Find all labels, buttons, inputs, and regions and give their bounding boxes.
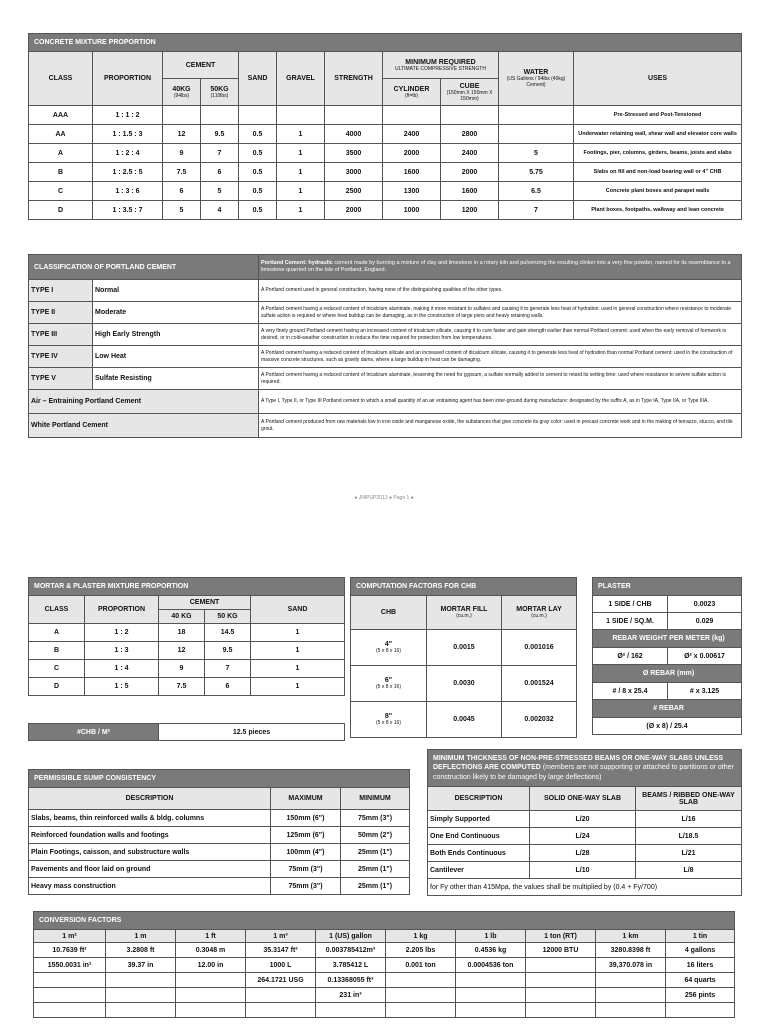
table-cell: 2000 [383,144,441,163]
table-cell: 1 [251,660,345,678]
table-row [29,125,742,144]
uses-cell: Pre-Stressed and Post-Tensioned [574,106,742,125]
table-cell: 0.5 [239,163,277,182]
table-row [34,943,735,958]
rebar-weight-title: REBAR WEIGHT PER METER (kg) [593,630,742,648]
table-cell: 1 [277,125,325,144]
thickness-title: MINIMUM THICKNESS OF NON-PRE-STRESSED BEAMS OR ONE-WAY SLABS UNLESS DEFLECTIONS ARE COMPUTED (members are not supporting or attached to partitions or other construction likely to be damaged by large deflections) [428,750,742,787]
thickness-solid: L/24 [530,828,636,845]
table-cell: 1 [277,182,325,201]
chb-title: COMPUTATION FACTORS FOR CHB [351,578,577,596]
table-row [29,324,742,346]
table-cell [277,106,325,125]
table-cell: 9 [159,660,205,678]
plaster-table [592,577,742,735]
conversion-header: 1 m² [34,930,106,943]
table-cell: 1 : 1 : 2 [93,106,163,125]
conversion-cell [246,988,316,1003]
conversion-cell: 0.0004536 ton [456,958,526,973]
cement-type-name: Low Heat [93,346,259,368]
col-cube: CUBE (150mm X 150mm X 150mm) [441,79,499,106]
conversion-cell: 1550.0031 in² [34,958,106,973]
table-cell: 18 [159,624,205,642]
table-row [29,861,410,878]
mortar-col-proportion: PROPORTION [85,596,159,624]
conversion-cell [596,973,666,988]
rebar-num-title: # REBAR [593,700,742,718]
chb-per-sqm-table [28,723,345,741]
slump-max: 75mm (3") [271,861,341,878]
portland-definition: Portland Cement: hydraulic cement made by burning a mixture of clay and limestone in a rotary kiln and pulverizing the resulting clinker into a very fine powder, named for its resemblance to a limestone quarried on the Isle of Portland, England. [259,255,742,280]
table-row [29,844,410,861]
plaster-row: 1 SIDE / CHB [593,596,668,613]
table-row [29,280,742,302]
cement-type: TYPE V [29,368,93,390]
conversion-cell [386,1003,456,1018]
conversion-cell [526,958,596,973]
table-cell: 6 [201,163,239,182]
conversion-cell: 2.205 lbs [386,943,456,958]
table-cell: 1 [251,624,345,642]
conversion-cell [246,1003,316,1018]
conversion-cell: 256 pints [666,988,735,1003]
col-class: CLASS [29,52,93,106]
slump-desc: Slabs, beams, thin reinforced walls & bldg. columns [29,810,271,827]
table-row [351,630,577,666]
slump-max: 75mm (3") [271,878,341,895]
table-cell: 0.5 [239,182,277,201]
chb-col-fill: MORTAR FILL (cu.m.) [427,596,502,630]
air-entraining-desc: A Type I, Type II, or Type III Portland cement to which a small quantity of an air entraining agent has been inter-ground during manufacture: designated by the suffix A, as in Type IA, Type IIA, or Type IIIA. [259,390,742,414]
slump-max: 150mm (6") [271,810,341,827]
thickness-solid: L/10 [530,862,636,879]
table-cell: 1 : 3 [85,642,159,660]
rebar-mm-title: Ø REBAR (mm) [593,665,742,683]
conversion-header: 1 ft [176,930,246,943]
uses-cell: Plant boxes, footpaths, walkway and lean concrete [574,201,742,220]
plaster-title: PLASTER [593,578,742,596]
table-cell: 5 [499,144,574,163]
conversion-cell: 10.7639 ft² [34,943,106,958]
table-row [34,973,735,988]
thickness-col-solid: SOLID ONE-WAY SLAB [530,787,636,811]
table-cell: 0.5 [239,125,277,144]
table-row [351,702,577,738]
uses-cell: Footings, pier, columns, girders, beams, joists and slabs [574,144,742,163]
concrete-title: CONCRETE MIXTURE PROPORTION [29,34,742,52]
table-row [29,163,742,182]
table-cell: 1 : 1.5 : 3 [93,125,163,144]
table-row [29,346,742,368]
col-uses: USES [574,52,742,106]
slump-col-desc: DESCRIPTION [29,788,271,810]
table-cell [441,106,499,125]
conversion-cell: 39,370.078 in [596,958,666,973]
mortar-col-sand: SAND [251,596,345,624]
table-row [29,878,410,895]
table-row [34,1003,735,1018]
conversion-cell: 231 in³ [316,988,386,1003]
slump-min: 25mm (1") [341,861,410,878]
chb-size: 6" (5 x 8 x 16) [351,666,427,702]
table-cell: A [29,144,93,163]
thickness-desc: Cantilever [428,862,530,879]
conversion-cell: 12000 BTU [526,943,596,958]
table-cell: 12 [163,125,201,144]
conversion-cell: 0.3048 m [176,943,246,958]
conversion-cell: 39.37 in [106,958,176,973]
table-cell: 7 [499,201,574,220]
table-cell: 1200 [441,201,499,220]
table-cell: B [29,642,85,660]
thickness-beams: L/18.5 [636,828,742,845]
cement-type-name: Sulfate Resisting [93,368,259,390]
conversion-cell: 4 gallons [666,943,735,958]
white-portland-label: White Portland Cement [29,414,259,438]
chb-size: 8" (5 x 8 x 16) [351,702,427,738]
conversion-cell: 264.1721 USG [246,973,316,988]
table-cell: 2000 [441,163,499,182]
conversion-cell: 0.4536 kg [456,943,526,958]
table-row [29,678,345,696]
table-cell: 5 [163,201,201,220]
conversion-cell [34,988,106,1003]
table-cell: D [29,678,85,696]
table-cell: 1 : 2.5 : 5 [93,163,163,182]
conversion-header: 1 m [106,930,176,943]
table-cell [499,125,574,144]
conversion-cell [176,973,246,988]
rebar-mm-formula: # x 3.125 [668,683,742,700]
thickness-beams: L/8 [636,862,742,879]
thickness-solid: L/28 [530,845,636,862]
col-min-required: MINIMUM REQUIRED ULTIMATE COMPRESSIVE STRENGTH [383,52,499,79]
mortar-col-50: 50 KG [205,610,251,624]
slump-col-max: MAXIMUM [271,788,341,810]
table-cell: 1 : 2 : 4 [93,144,163,163]
thickness-desc: Both Ends Continuous [428,845,530,862]
plaster-value: 0.0023 [668,596,742,613]
conversion-cell: 3280.8398 ft [596,943,666,958]
conversion-cell [456,1003,526,1018]
table-cell: 5.75 [499,163,574,182]
conversion-cell [666,1003,735,1018]
conversion-cell [316,1003,386,1018]
table-row [428,811,742,828]
table-cell: 1 [277,144,325,163]
conversion-cell: 35.3147 ft³ [246,943,316,958]
table-cell: 14.5 [205,624,251,642]
chb-col-chb: CHB [351,596,427,630]
uses-cell: Underwater retaining wall, shear wall and elevator core walls [574,125,742,144]
conversion-cell [176,988,246,1003]
table-cell: AA [29,125,93,144]
slump-title: PERMISSIBLE SUMP CONSISTENCY [29,770,410,788]
conversion-cell [176,1003,246,1018]
table-cell: 2800 [441,125,499,144]
plaster-value: 0.029 [668,613,742,630]
col-proportion: PROPORTION [93,52,163,106]
concrete-mixture-table [28,33,742,220]
slump-desc: Plain Footings, caisson, and substructure walls [29,844,271,861]
mortar-col-cement: CEMENT [159,596,251,610]
conversion-cell: 0.13368055 ft³ [316,973,386,988]
white-portland-desc: A Portland cement produced from raw materials low in iron oxide and manganese oxide, the substances that give concrete its gray color: used in precast concrete work and in the making of terrazzo, stucco, and tile grout. [259,414,742,438]
uses-cell: Concrete plant boxes and parapet walls [574,182,742,201]
conversion-cell [106,973,176,988]
conversion-cell: 0.003785412m³ [316,943,386,958]
chb-per-sqm-value: 12.5 pieces [159,724,345,741]
conversion-cell [596,988,666,1003]
conversion-cell [526,1003,596,1018]
cement-type-desc: A Portland cement having a reduced content of tricalcium aluminate, lessening the need for gypsum, a sulfate normally added to cement to retard its setting time: used where resistance to severe sulfate action is required. [259,368,742,390]
table-cell: 1 : 3.5 : 7 [93,201,163,220]
cement-type-desc: A Portland cement having a reduced content of tricalcium aluminate, making it more resistant to sulfates and causing it to generate less heat of hydration: used in general construction where resistance to moderate sulfate action is required or where heat buildup can be damaging, as in the construction of large piers and heavy retaining walls. [259,302,742,324]
portland-title: CLASSIFICATION OF PORTLAND CEMENT [29,255,259,280]
table-row [29,368,742,390]
conversion-header: 1 m³ [246,930,316,943]
slump-col-min: MINIMUM [341,788,410,810]
table-row [428,828,742,845]
uses-cell: Slabs on fill and non-load bearing wall or 4" CHB [574,163,742,182]
table-cell [201,106,239,125]
mortar-fill-value: 0.0015 [427,630,502,666]
thickness-beams: L/21 [636,845,742,862]
table-cell: A [29,624,85,642]
chb-factors-table [350,577,577,738]
table-row [29,642,345,660]
slump-min: 75mm (3") [341,810,410,827]
slump-desc: Reinforced foundation walls and footings [29,827,271,844]
table-cell [499,106,574,125]
conversion-header: 1 (US) gallon [316,930,386,943]
conversion-cell [34,1003,106,1018]
mortar-col-class: CLASS [29,596,85,624]
conversion-cell [596,1003,666,1018]
cement-type: TYPE IV [29,346,93,368]
mortar-fill-value: 0.0030 [427,666,502,702]
col-cement-40: 40KG (94lbs) [163,79,201,106]
table-row [34,958,735,973]
cement-type: TYPE III [29,324,93,346]
slump-desc: Heavy mass construction [29,878,271,895]
rebar-mm-formula: # / 8 x 25.4 [593,683,668,700]
conversion-cell [386,988,456,1003]
conversion-header: 1 lb [456,930,526,943]
conversion-cell: 16 liters [666,958,735,973]
table-cell: 1600 [441,182,499,201]
table-cell [239,106,277,125]
conversion-cell [456,988,526,1003]
cement-type-name: Normal [93,280,259,302]
table-cell: D [29,201,93,220]
table-cell: 1300 [383,182,441,201]
conversion-header: 1 kg [386,930,456,943]
mortar-col-40: 40 KG [159,610,205,624]
table-cell: 3000 [325,163,383,182]
mortar-table [28,577,345,696]
table-row [428,862,742,879]
conversion-cell: 3.785412 L [316,958,386,973]
table-cell [163,106,201,125]
col-strength: STRENGTH [325,52,383,106]
conversion-cell: 64 quarts [666,973,735,988]
slump-max: 100mm (4") [271,844,341,861]
col-cylinder: CYLINDER (ft=lb) [383,79,441,106]
conversion-header: 1 tin [666,930,735,943]
table-cell: 1 : 2 [85,624,159,642]
conversion-cell [106,988,176,1003]
thickness-desc: Simply Supported [428,811,530,828]
table-cell [325,106,383,125]
table-row [29,624,345,642]
thickness-note: for Fy other than 415Mpa, the values shall be multiplied by (0.4 + Fy/700) [428,879,742,896]
col-cement: CEMENT [163,52,239,79]
thickness-col-desc: DESCRIPTION [428,787,530,811]
conversion-cell: 12.00 in [176,958,246,973]
conversion-cell [386,973,456,988]
table-cell: 6 [205,678,251,696]
table-cell: 2000 [325,201,383,220]
table-cell: 4 [201,201,239,220]
slump-min: 50mm (2") [341,827,410,844]
table-cell: 2500 [325,182,383,201]
table-cell: 6 [163,182,201,201]
table-cell: 9.5 [205,642,251,660]
cement-type-name: Moderate [93,302,259,324]
chb-per-sqm-label: #CHB / M² [29,724,159,741]
table-row [29,810,410,827]
table-cell: 0.5 [239,144,277,163]
table-cell: 1000 [383,201,441,220]
rebar-num-formula: (Ø x 8) / 25.4 [593,718,742,735]
table-cell: B [29,163,93,182]
table-cell: 7 [201,144,239,163]
table-cell: 6.5 [499,182,574,201]
conversion-header: 1 ton (RT) [526,930,596,943]
conversion-cell [456,973,526,988]
conversion-cell [34,973,106,988]
table-cell: 5 [201,182,239,201]
conversion-header: 1 km [596,930,666,943]
table-row [351,666,577,702]
chb-size: 4" (5 x 8 x 16) [351,630,427,666]
table-cell: C [29,660,85,678]
table-cell: 9.5 [201,125,239,144]
conversion-table [33,911,735,1018]
col-sand: SAND [239,52,277,106]
mortar-title: MORTAR & PLASTER MIXTURE PROPORTION [29,578,345,596]
table-cell: 1 [277,201,325,220]
thickness-beams: L/16 [636,811,742,828]
conversion-cell: 3.2808 ft [106,943,176,958]
cement-type-name: High Early Strength [93,324,259,346]
mortar-lay-value: 0.001016 [502,630,577,666]
page-footer: ● JNIPUP2013 ● Page 1 ● [354,495,414,501]
table-cell: 2400 [441,144,499,163]
col-gravel: GRAVEL [277,52,325,106]
mortar-lay-value: 0.001524 [502,666,577,702]
table-row [29,144,742,163]
table-cell: 4000 [325,125,383,144]
air-entraining-label: Air – Entraining Portland Cement [29,390,259,414]
table-row [29,827,410,844]
rebar-weight-formula: Ø² / 162 [593,648,668,665]
portland-cement-table [28,254,742,438]
thickness-desc: One End Continuous [428,828,530,845]
slump-min: 25mm (1") [341,878,410,895]
table-cell: 9 [163,144,201,163]
table-cell: 1 : 4 [85,660,159,678]
conversion-cell [526,988,596,1003]
table-cell: 2400 [383,125,441,144]
table-row [29,201,742,220]
slump-table [28,769,410,895]
table-cell: 7.5 [159,678,205,696]
slump-max: 125mm (6") [271,827,341,844]
slump-desc: Pavements and floor laid on ground [29,861,271,878]
table-cell: 3500 [325,144,383,163]
table-cell: 12 [159,642,205,660]
cement-type: TYPE I [29,280,93,302]
conversion-cell [526,973,596,988]
table-cell: 7.5 [163,163,201,182]
table-cell: 1 : 5 [85,678,159,696]
cement-type-desc: A Portland cement having a reduced content of tricalcium silicate and an increased content of dicalcium silicate, causing it to generate less heat of hydration than normal Portland cement: used in the construction of massive concrete structures, such as gravity dams, where a large buildup in heat can be damaging. [259,346,742,368]
min-thickness-table [427,749,742,896]
table-cell: 1 : 3 : 6 [93,182,163,201]
cement-type-desc: A Portland cement used in general construction, having none of the distinguishing qualities of the other types. [259,280,742,302]
mortar-lay-value: 0.002032 [502,702,577,738]
slump-min: 25mm (1") [341,844,410,861]
conversion-title: CONVERSION FACTORS [34,912,735,930]
table-row [29,302,742,324]
table-row [29,106,742,125]
table-cell [383,106,441,125]
table-cell: AAA [29,106,93,125]
table-cell: 1 [251,642,345,660]
rebar-weight-formula: Ø² x 0.00617 [668,648,742,665]
table-cell: 0.5 [239,201,277,220]
table-row [34,988,735,1003]
table-row [29,182,742,201]
conversion-cell: 1000 L [246,958,316,973]
thickness-col-beams: BEAMS / RIBBED ONE-WAY SLAB [636,787,742,811]
table-cell: C [29,182,93,201]
chb-col-lay: MORTAR LAY (cu.m.) [502,596,577,630]
plaster-row: 1 SIDE / SQ.M. [593,613,668,630]
col-water: WATER (US Gallons / 94lbs (40kg) Cement) [499,52,574,106]
table-cell: 1600 [383,163,441,182]
conversion-cell: 0.001 ton [386,958,456,973]
cement-type: TYPE II [29,302,93,324]
conversion-cell [106,1003,176,1018]
table-cell: 1 [251,678,345,696]
cement-type-desc: A very finely ground Portland cement having an increased content of tricalcium silicate, causing it to cure faster and gain strength earlier than normal Portland cement: used when the early removal of formwork is desired, or in cold-weather construction to reduce the time required for protection from low temperatures. [259,324,742,346]
mortar-fill-value: 0.0045 [427,702,502,738]
table-cell: 1 [277,163,325,182]
table-row [428,845,742,862]
thickness-solid: L/20 [530,811,636,828]
table-cell: 7 [205,660,251,678]
table-row [29,660,345,678]
col-cement-50: 50KG (110lbs) [201,79,239,106]
